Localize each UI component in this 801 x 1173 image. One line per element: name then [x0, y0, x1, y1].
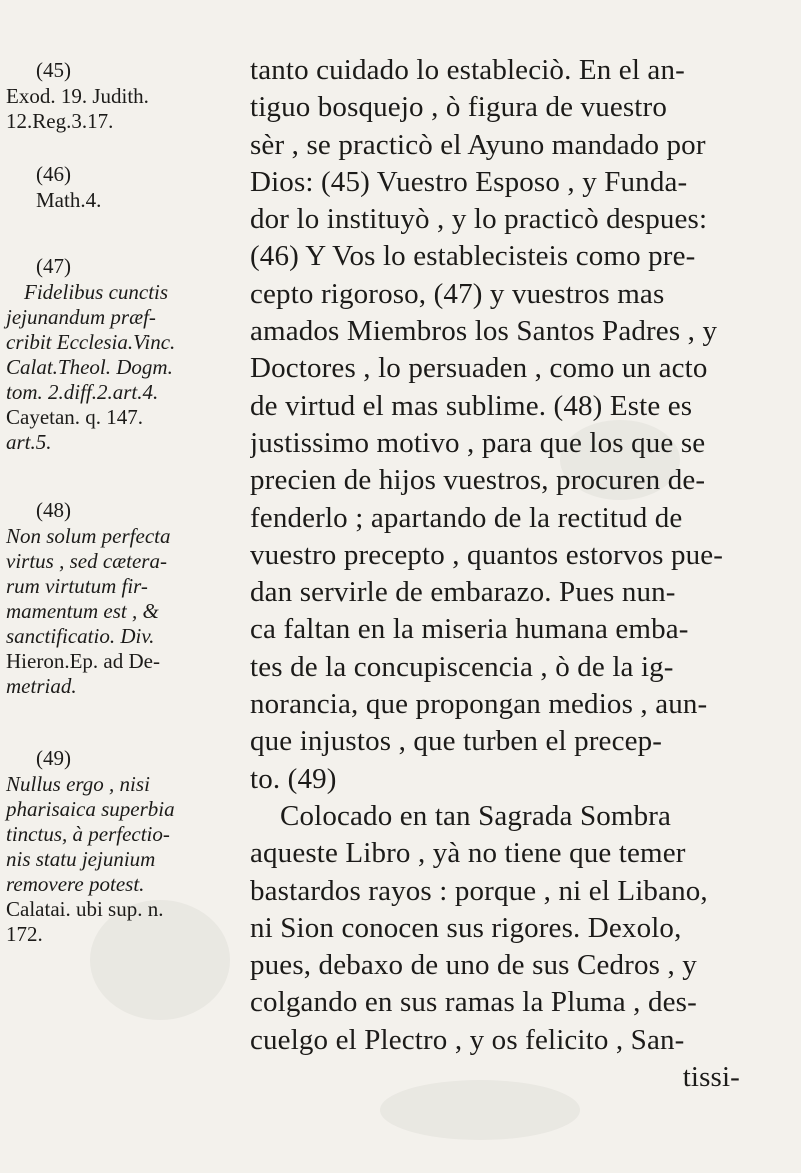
- margin-note-49: [6, 744, 238, 947]
- body-line: bastardos rayos : porque , ni el Libano,: [250, 874, 708, 907]
- note-line: Nullus ergo , nisi: [6, 772, 150, 796]
- note-line: nis statu jejunium: [6, 847, 156, 871]
- body-line: Doctores , lo persuaden , como un acto: [250, 352, 708, 385]
- note-line: mamentum est , &: [6, 599, 159, 623]
- body-line: dor lo instituyò , y lo practicò despues:: [250, 203, 708, 236]
- body-line: ni Sion conocen sus rigores. Dexolo,: [250, 911, 682, 944]
- note-line: Non solum perfecta: [6, 524, 171, 548]
- catchword: tissi-: [682, 1061, 740, 1094]
- body-line: colgando en sus ramas la Pluma , des-: [250, 986, 697, 1019]
- body-line: que injustos , que turben el precep-: [250, 725, 663, 758]
- body-line: aqueste Libro , yà no tiene que temer: [250, 837, 686, 870]
- note-line: cribit Ecclesia.Vinc.: [6, 330, 176, 354]
- body-line: pues, debaxo de uno de sus Cedros , y: [250, 949, 697, 982]
- body-line: tes de la concupiscencia , ò de la ig-: [250, 650, 674, 683]
- note-line: 172.: [6, 922, 43, 946]
- note-number: (49): [36, 746, 71, 770]
- margin-note-48: [6, 496, 238, 699]
- note-line: Math.4.: [36, 188, 102, 212]
- note-line: removere potest.: [6, 872, 145, 896]
- margin-note-47: [6, 252, 238, 455]
- note-number: (45): [36, 58, 71, 82]
- body-line: ca faltan en la miseria humana emba-: [250, 613, 689, 646]
- note-line: tom. 2.diff.2.art.4.: [6, 380, 159, 404]
- note-line: metriad.: [6, 674, 77, 698]
- body-line: tanto cuidado lo estableciò. En el an-: [250, 54, 685, 86]
- note-number: (46): [36, 162, 71, 186]
- note-line: jejunandum præf-: [6, 305, 156, 329]
- body-line: tiguo bosquejo , ò figura de vuestro: [250, 91, 667, 124]
- note-line: Calat.Theol. Dogm.: [6, 355, 173, 379]
- note-line: Hieron.Ep. ad De-: [6, 649, 160, 673]
- margin-note-46: [6, 160, 238, 213]
- body-line: cepto rigoroso, (47) y vuestros mas: [250, 277, 665, 310]
- margin-note-45: [6, 56, 238, 134]
- body-line: de virtud el mas sublime. (48) Este es: [250, 389, 693, 422]
- note-line: Exod. 19. Judith.: [6, 84, 149, 108]
- body-line: Dios: (45) Vuestro Esposo , y Funda-: [250, 165, 688, 198]
- body-line: to. (49): [250, 762, 337, 795]
- body-line: dan servirle de embarazo. Pues nun-: [250, 576, 676, 609]
- body-line: Colocado en tan Sagrada Sombra: [280, 799, 672, 832]
- body-line: amados Miembros los Santos Padres , y: [250, 315, 718, 348]
- note-line: rum virtutum fir-: [6, 574, 148, 598]
- body-line: precien de hijos vuestros, procuren de-: [250, 464, 706, 497]
- body-line: justissimo motivo , para que los que se: [250, 426, 706, 459]
- body-line: sèr , se practicò el Ayuno mandado por: [250, 128, 706, 161]
- note-line: Cayetan. q. 147.: [6, 405, 144, 429]
- main-text-column: [250, 52, 790, 1096]
- note-number: (48): [36, 498, 71, 522]
- body-line: norancia, que propongan medios , aun-: [250, 688, 708, 721]
- note-number: (47): [36, 254, 71, 278]
- body-line: vuestro precepto , quantos estorvos pue-: [250, 538, 724, 571]
- body-line: (46) Y Vos lo establecisteis como pre-: [250, 240, 696, 273]
- body-line: cuelgo el Plectro , y os felicito , San-: [250, 1023, 685, 1056]
- body-line: fenderlo ; apartando de la rectitud de: [250, 501, 683, 534]
- note-line: virtus , sed cætera-: [6, 549, 167, 573]
- note-line: art.5.: [6, 430, 52, 454]
- note-line: tinctus, à perfectio-: [6, 822, 170, 846]
- note-line: Fidelibus cunctis: [24, 280, 169, 304]
- note-line: 12.Reg.3.17.: [6, 109, 114, 133]
- note-line: pharisaica superbia: [6, 797, 175, 821]
- note-line: Calatai. ubi sup. n.: [6, 897, 164, 921]
- note-line: sanctificatio. Div.: [6, 624, 155, 648]
